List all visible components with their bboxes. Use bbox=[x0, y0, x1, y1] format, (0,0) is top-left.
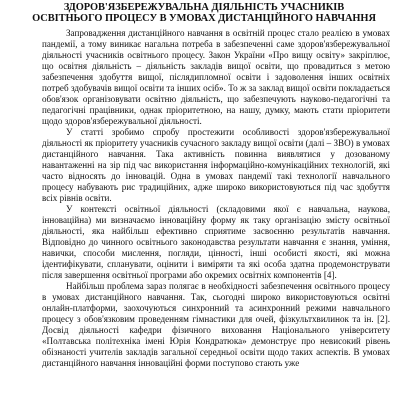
paragraph-4: Найбільш проблема зараз полягає в необхідності забезпечення освітнього процесу в умовах дистанційного навчання. Так, сьогодні широко використовуються освітні онлайн-платформи, заохочуються синхронний та асинхронний режими навчального процесу з обов'язковим проведенням гімнастики для очей, фізкультхвилинок та ін. [2]. Досвід діяльності кафедри фізичного виховання Національного університету «Полтавська політехніка імені Юрія Кондратюка» демонструє про невисокий рівень обізнаності учителів закладів загальної середньої освіти щодо таких аспектів. В умовах дистанційного навчання інноваційні форми поступово стають уже bbox=[42, 281, 390, 368]
paragraph-1: Запровадження дистанційного навчання в освітній процес стало реалією в умовах пандемії, а тому виникає нагальна потреба в забезпеченні саме здоров'язбережувальної діяльності учасників освітнього процесу. Закон України «Про вищу освіту» закріплює, що освітня діяльність – діяльність закладів вищої освіти, що провадиться з метою забезпечення здобуття вищої, післядипломної освіти і задоволення інших освітніх потреб здобувачів вищої освіти та інших осіб». То ж за заклад вищої освіти покладається обов'язок організовувати освітню діяльність, що забезпечують науково-педагогічні та педагогічні працівники, однак пріоритетною, на нашу, думку, мають стати пріоритети щодо здоров'язбережувальної діяльності. bbox=[42, 28, 390, 126]
paragraph-2: У статті зробимо спробу простежити особливості здоров'язбережувальної діяльності як пріоритету учасників сучасного закладу вищої освіти (далі – ЗВО) в умовах дистанційного навчання. Така активність повинна виявлятися у дозованому навантаженні на зір під час використання інформаційно-комунікаційних технологій, які часто відносять до інновацій. Одна в умовах пандемії такі технології навчального процесу набувають рис традиційних, адже широко використовуються під час здобуття всіх рівнів освіти. bbox=[42, 127, 391, 203]
document-title-line-1: ЗДОРОВ'ЯЗБЕРЕЖУВАЛЬНА ДІЯЛЬНІСТЬ УЧАСНИКІВ bbox=[63, 2, 345, 13]
paragraph-3: У контексті освітньої діяльності (складовими якої є навчальна, наукова, інноваційна) ми визначаємо інноваційну форму як таку організацію змісту освітньої діяльності, яка найбільш ефективно сприятиме засвоєнню результатів навчання. Відповідно до чинного освітнього законодавства результати навчання є знання, уміння, навички, способи мислення, погляди, цінності, інші особисті якості, які можна ідентифікувати, спланувати, оцінити і виміряти та які особа здатна продемонструвати після завершення освітньої програми або окремих освітніх компонентів [4]. bbox=[42, 204, 390, 280]
document-body bbox=[42, 28, 390, 369]
document-title-line-2: ОСВІТНЬОГО ПРОЦЕСУ В УМОВАХ ДИСТАНЦІЙНОГО НАВЧАННЯ bbox=[32, 13, 376, 24]
